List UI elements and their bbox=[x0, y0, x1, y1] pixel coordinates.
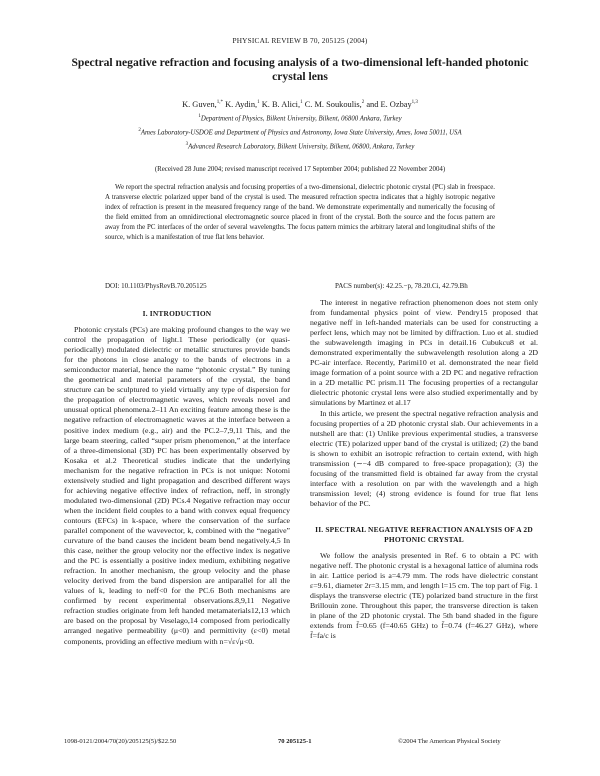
author-list bbox=[40, 97, 560, 110]
affiliation-2 bbox=[30, 126, 570, 138]
affiliation-1 bbox=[30, 112, 570, 124]
doi-link[interactable]: DOI: 10.1103/PhysRevB.70.205125 bbox=[105, 282, 207, 290]
paper-title: Spectral negative refraction and focusing analysis of a two-dimensional left-handed photonic crystal lens bbox=[71, 56, 529, 83]
received-dates: (Received 28 June 2004; revised manuscript received 17 September 2004; published 22 November 2004) bbox=[154, 166, 446, 173]
affiliation-3 bbox=[30, 140, 570, 152]
author: K. B. Alici, bbox=[259, 99, 301, 109]
section2-paragraph: We follow the analysis presented in Ref. 6 to obtain a PC with negative neff. The photonic crystal is a hexagonal lattice of alumina rods in air. Lattice period is a=4.79 mm. The rods have dielectric constant ε=9.61, diameter 2r=3.15 mm, and length l=15 cm. The top part of Fig. 1 displays the transverse electric (TE) polarized band structure in the first Brillouin zone. Throughout this paper, the transverse direction is taken in plane of the 2D photonic crystal. The 5th band shaded in the figure extends from f̄=0.65 (f=40.65 GHz) to f̄=0.74 (f=46.27 GHz), where f̄=fa/c is bbox=[310, 551, 538, 641]
journal-header: PHYSICAL REVIEW B 70, 205125 (2004) bbox=[232, 36, 368, 45]
section-heading-introduction: I. INTRODUCTION bbox=[142, 309, 212, 318]
author-sup: 1 bbox=[257, 100, 260, 105]
right-paragraph-2: In this article, we present the spectral negative refraction analysis and focusing properties of a 2D photonic crystal slab. Our achievements in a nutshell are that: (1) Unlike previous experimental studies, a transverse electric (TE) polarized upper band of the crystal is utilized; (2) the band is shown to exhibit an isotropic refraction to certain extend, with high transmission (∼−4 dB compared to free-space propagation); (3) the focusing of the transmitted field is obtained far away from the crystal interface with a resolution on par with the wavelength and a high transmission level; (4) strong evidence is found for true flat lens behavior of the PC. bbox=[310, 408, 538, 508]
pacs-numbers: PACS number(s): 42.25.−p, 78.20.Ci, 42.79.Bh bbox=[335, 282, 468, 290]
author-sup: 1,* bbox=[216, 100, 223, 105]
affiliation-text: Advanced Research Laboratory, Bilkent University, Bilkent, 06800, Ankara, Turkey bbox=[188, 143, 415, 151]
footer-left: 1098-0121/2004/70(20)/205125(5)/$22.50 bbox=[64, 738, 177, 745]
affiliation-text: Department of Physics, Bilkent University, Bilkent, 06800 Ankara, Turkey bbox=[200, 115, 402, 123]
author: C. M. Soukoulis, bbox=[302, 99, 362, 109]
abstract: We report the spectral refraction analysis and focusing properties of a two-dimensional, dielectric photonic crystal (PC) slab in freespace. A transverse electric polarized upper band of the crystal is used. The measured refraction spectra indicates that a highly isotropic negative index of refraction is present in the measured frequency range of the band. We demonstrate experimentally and numerically the focusing of the field emitted from an omnidirectional electromagnetic source placed in front of the crystal. Both the source and the focus pattern are away from the PC interfaces of the order of several wavelengths. The focus pattern mimics the arbitrary lateral and longitudinal shifts of the source, which is a manifestation of true flat lens behavior. bbox=[105, 184, 495, 242]
section-heading-spectral: II. SPECTRAL NEGATIVE REFRACTION ANALYSIS OF A 2D PHOTONIC CRYSTAL bbox=[315, 524, 533, 545]
right-column bbox=[310, 298, 538, 642]
left-column bbox=[64, 309, 290, 647]
affiliation-text: Ames Laboratory-USDOE and Department of Physics and Astronomy, Iowa State University, Ames, Iowa 50011, USA bbox=[140, 129, 462, 137]
affiliation-sup: 1 bbox=[198, 114, 201, 119]
affiliation-sup: 2 bbox=[138, 128, 141, 133]
right-paragraph-1: The interest in negative refraction phenomenon does not stem only from fundamental physics point of view. Pendry15 proposed that negative neff in left-handed materials can be used for constructing a perfect lens, which may not be limited by diffraction. Luo et al. studied the subwavelength imaging in PCs in detail.16 Cubukcu8 et al. demonstrated experimentally the subwavelength resolution along a 2D PC-air interface. Recently, Parimi10 et al. demonstrated the near field image formation of a point source with a 2D PC and negative refraction in a 2D metallic PC prism.11 The focusing properties of a rectangular dielectric photonic crystal lens were also studied experimentally and by simulations by Martinez et al.17 bbox=[310, 298, 538, 408]
author-sup: 2 bbox=[361, 100, 365, 105]
author: K. Aydin, bbox=[222, 99, 258, 109]
author: K. Guven, bbox=[182, 99, 217, 109]
footer-right: ©2004 The American Physical Society bbox=[398, 738, 501, 745]
footer-center: 70 205125-1 bbox=[278, 738, 312, 745]
author: and E. Ozbay bbox=[364, 99, 412, 109]
author-sup: 1,3 bbox=[411, 100, 418, 105]
author-sup: 1 bbox=[300, 100, 303, 105]
intro-paragraph: Photonic crystals (PCs) are making profound changes to the way we control the propagation of light.1 These periodically (or quasi-periodically) modulated dielectric or metallic structures provide bands for the photons in close analogy to the bands of electrons in a semiconductor material, hence the name “photonic crystal.” By tuning the geometrical and material parameters of the crystal, the band structure can be sculptured to yield virtually any type of dispersion for the propagation of electromagnetic waves, which reveals novel and unusual optical phenomena.2–11 An exciting feature among these is the negative refraction of electromagnetic waves at the interface between a positive index medium (e.g., air) and the PC.2–7,9,11 This, and the large beam steering, called “super prism phenomenon,” at the interface of a three-dimensional (3D) PC has been experimentally observed by Kosaka et al.2 Theoretical studies indicate that the underlying mechanism for the negative refraction in PCs is not unique: Notomi extensively studied and light propagation and described different ways for achieving negative effective index of refraction, neff, in strongly modulated two-dimensional (2D) PCs.4 Negative refraction may occur when the incident field couples to a band with convex equal frequency contours (EFCs) in k-space, where the conservation of the surface parallel component of the wavevector, k, combined with the “negative” curvature of the band causes the incident beam bend negatively.4,5 In this case, neither the group velocity nor the effective index is negative and the PC is essentially a positive index medium, exhibiting negative refraction. In another mechanism, the group velocity and the phase velocity derived from the band dispersion are antiparallel for all the values of k, leading to neff<0 for the PC.6 Both mechanisms are confirmed by recent experimental observations.8,9,11 Negative refraction studies originate from left handed metamaterials12,13 which are based on the proposal by Veselago,14 composed from periodically arranged negative permeability (μ<0) and permittivity (ε<0) metal components, providing an effective medium with n=√ε√μ<0. bbox=[64, 325, 290, 646]
affiliation-sup: 3 bbox=[185, 142, 189, 147]
